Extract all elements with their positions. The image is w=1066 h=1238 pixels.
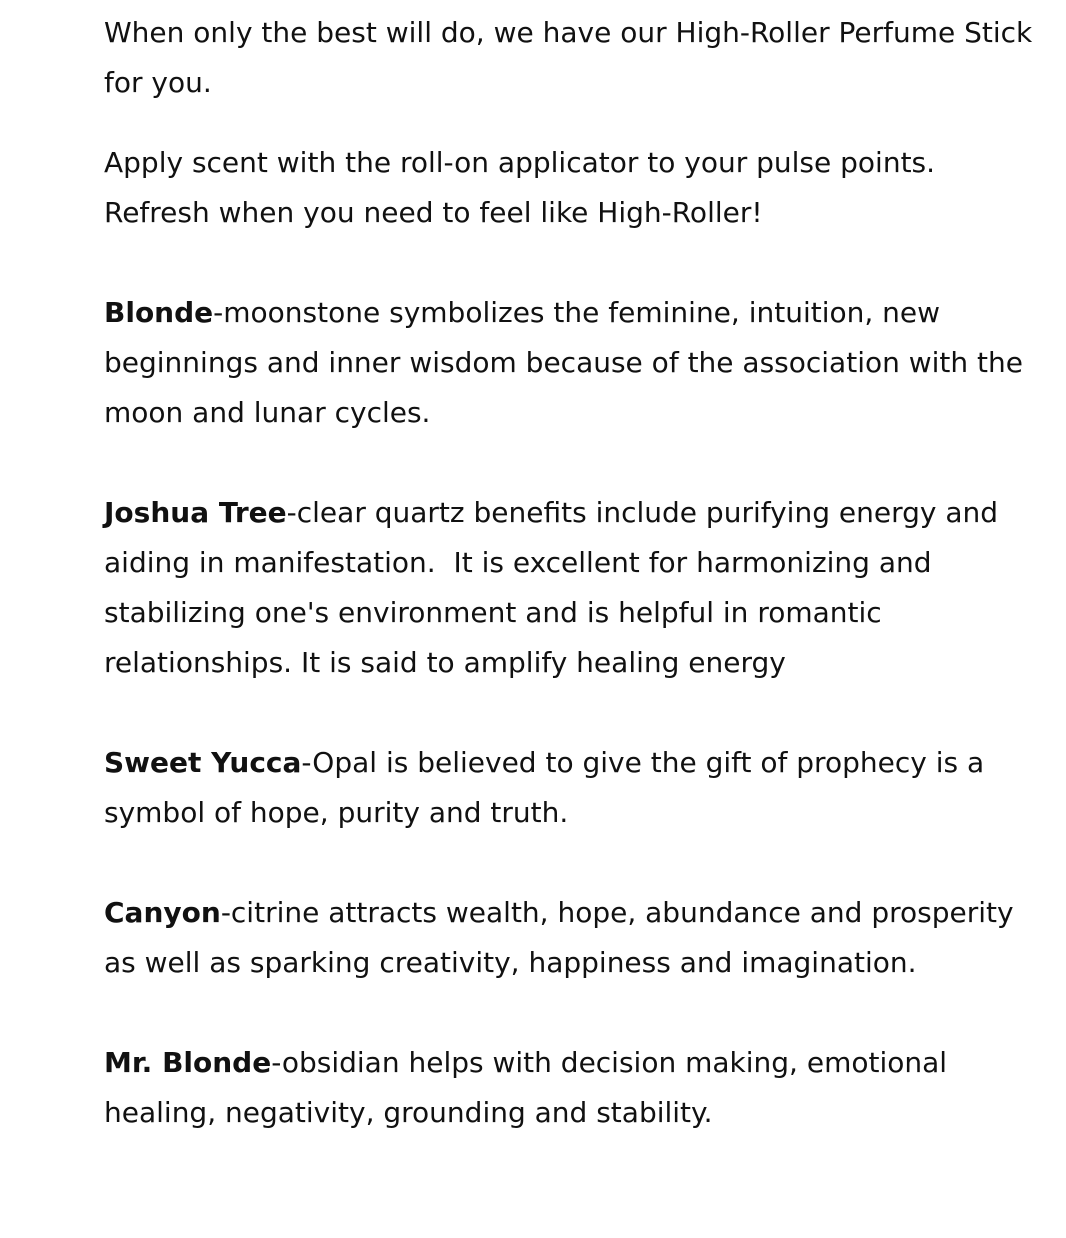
scent-entry-sweet-yucca [104,738,1034,838]
scent-entry-joshua-tree [104,488,1034,688]
scent-description: -Opal is believed to give the gift of prophecy is a symbol of hope, purity and truth. [104,746,985,829]
scent-entry-canyon [104,888,1034,988]
apply-paragraph: Apply scent with the roll-on applicator to your pulse points. Refresh when you need to feel like High-Roller! [104,146,936,229]
scent-name: Mr. Blonde [104,1046,272,1079]
scent-description: -moonstone symbolizes the feminine, intuition, new beginnings and inner wisdom because of the association with the moon and lunar cycles. [104,296,1024,429]
scent-entry-mr-blonde [104,1038,1034,1138]
scent-name: Sweet Yucca [104,746,302,779]
scent-description: -clear quartz benefits include purifying energy and aiding in manifestation. It is excellent for harmonizing and stabilizing one's environment and is helpful in romantic relationships. It is said to amplify healing energy [104,496,1007,679]
scent-entry-blonde [104,288,1034,438]
scent-description: -obsidian helps with decision making, emotional healing, negativity, grounding and stability. [104,1046,948,1129]
scent-name: Canyon [104,896,221,929]
intro-paragraph: When only the best will do, we have our High-Roller Perfume Stick for you. [104,16,1033,99]
scent-name: Joshua Tree [104,496,287,529]
scent-name: Blonde [104,296,214,329]
scent-description: -citrine attracts wealth, hope, abundance and prosperity as well as sparking creativity, happiness and imagination. [104,896,1014,979]
product-description [104,8,1034,1188]
